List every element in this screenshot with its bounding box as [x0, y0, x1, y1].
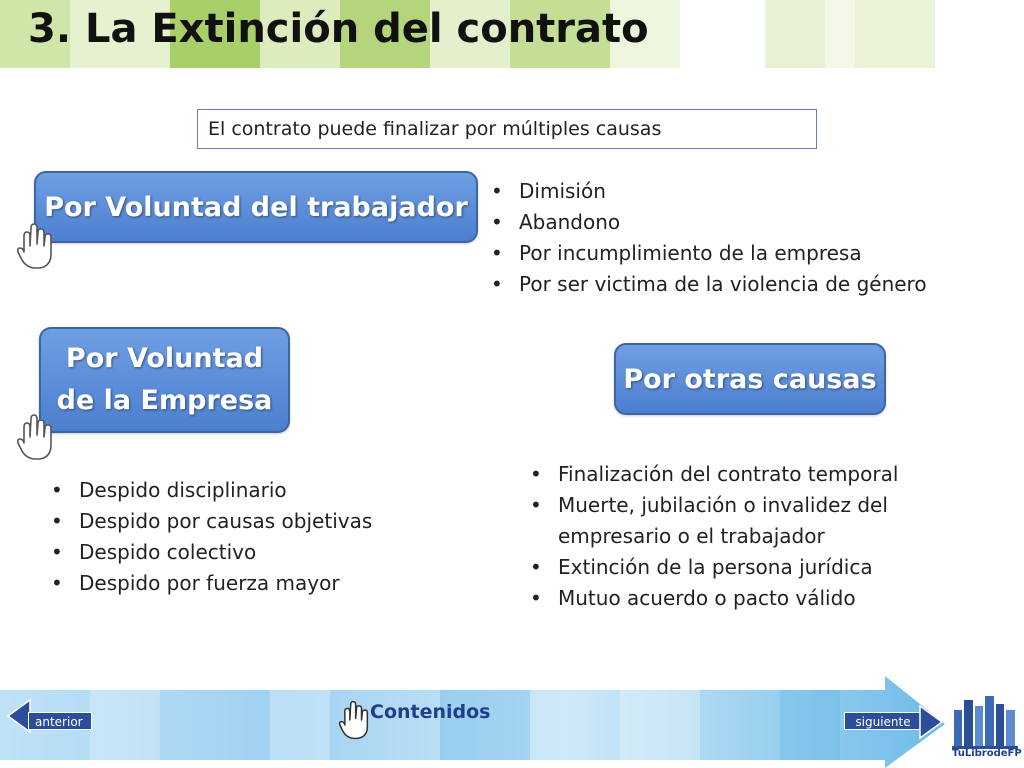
list-item: • Despido por fuerza mayor [47, 568, 447, 599]
company-will-label-line1: Por Voluntad [65, 343, 264, 374]
pointer-hand-icon [16, 413, 54, 461]
company-will-label-line2: de la Empresa [56, 385, 273, 416]
other-causes-list [526, 459, 966, 614]
next-button[interactable]: siguiente [844, 712, 922, 730]
previous-button[interactable]: anterior [28, 712, 92, 730]
contents-link[interactable]: Contenidos [370, 701, 491, 723]
worker-will-button[interactable]: Por Voluntad del trabajador [34, 171, 478, 243]
list-item: • Abandono [487, 207, 1007, 238]
logo-text: TuLibrodeFP [952, 748, 1022, 759]
list-item: • Mutuo acuerdo o pacto válido [526, 583, 966, 614]
list-item: • Dimisión [487, 176, 1007, 207]
list-item: • Despido colectivo [47, 537, 447, 568]
slide-title: 3. La Extinción del contrato [28, 6, 649, 52]
forward-arrow-icon[interactable] [918, 704, 944, 740]
list-item: • Despido disciplinario [47, 475, 447, 506]
list-item: • Despido por causas objetivas [47, 506, 447, 537]
header-stripe [765, 0, 825, 68]
list-item: • Por incumplimiento de la empresa [487, 238, 1007, 269]
other-causes-button[interactable]: Por otras causas [614, 343, 886, 415]
header-banner [0, 0, 1024, 70]
worker-causes-list [487, 176, 1007, 300]
intro-box: El contrato puede finalizar por múltiples causas [197, 109, 817, 149]
company-causes-list [47, 475, 447, 599]
list-item: • Extinción de la persona jurídica [526, 552, 966, 583]
list-item: • Finalización del contrato temporal [526, 459, 966, 490]
header-stripe [825, 0, 855, 68]
company-will-button[interactable] [39, 327, 290, 433]
list-item: • Muerte, jubilación o invalidez del empresario o el trabajador [526, 490, 966, 552]
header-stripe [855, 0, 935, 68]
list-item: • Por ser victima de la violencia de género [487, 269, 1007, 300]
pointer-hand-icon [16, 222, 54, 270]
pointer-hand-icon [338, 700, 370, 740]
